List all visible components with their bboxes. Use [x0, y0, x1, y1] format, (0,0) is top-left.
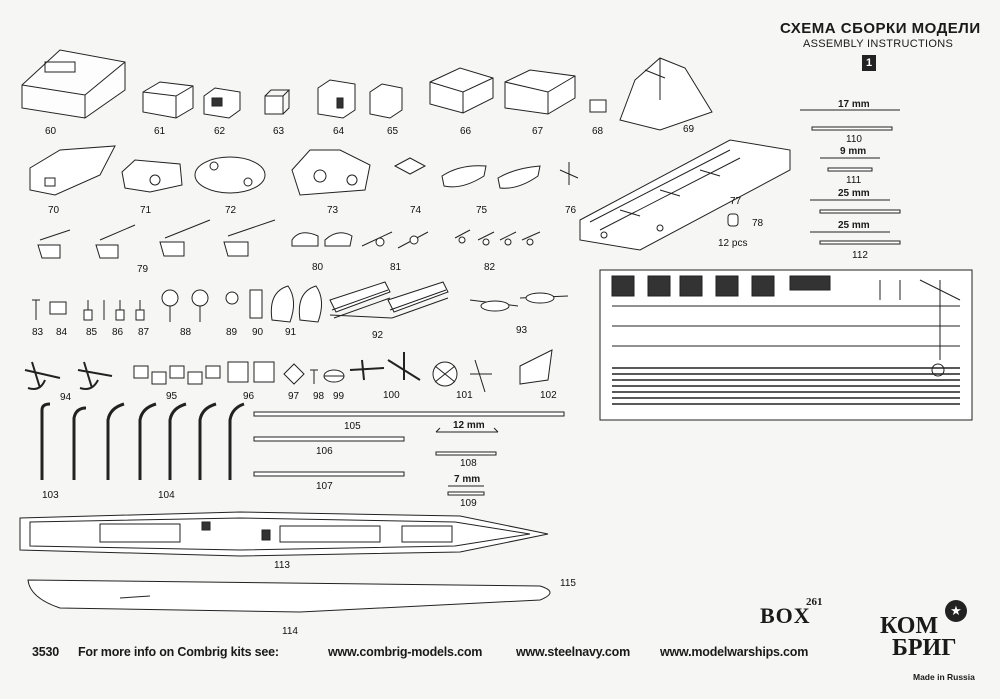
- label-part-104: 104: [158, 490, 175, 501]
- label-part-95: 95: [166, 391, 178, 402]
- parts-83-87-drawing: [32, 300, 144, 320]
- label-part-96: 96: [243, 391, 255, 402]
- label-part-63: 63: [273, 126, 285, 137]
- part-69-drawing: [620, 58, 712, 130]
- label-part-73: 73: [327, 205, 339, 216]
- part-113-hull-deck-drawing: [20, 512, 548, 556]
- box-number: 261: [806, 596, 823, 608]
- part-63-drawing: [265, 90, 289, 114]
- part-78-drawing: [728, 214, 738, 226]
- label-part-114: 114: [282, 626, 298, 637]
- label-part-67: 67: [532, 126, 544, 137]
- label-part-85: 85: [86, 327, 98, 338]
- label-part-110: 110: [846, 134, 862, 145]
- photo-etch-fret-drawing: [600, 270, 972, 420]
- label-part-89: 89: [226, 327, 238, 338]
- label-part-94: 94: [60, 392, 72, 403]
- dimension-9mm: 9 mm: [840, 146, 867, 157]
- label-part-105: 105: [344, 421, 361, 432]
- part-93-drawing: [470, 293, 568, 311]
- part-80-drawing: [292, 233, 352, 246]
- label-part-88: 88: [180, 327, 192, 338]
- label-part-113: 113: [274, 560, 290, 571]
- star-icon: ★: [945, 600, 967, 622]
- part-73-drawing: [292, 150, 370, 195]
- part-94-drawing: [25, 362, 112, 389]
- dimension-25mm-b: 25 mm: [838, 220, 870, 231]
- part-66-drawing: [430, 68, 493, 113]
- part-62-drawing: [204, 88, 240, 118]
- parts-103-104-drawing: [42, 404, 244, 480]
- part-65-drawing: [370, 84, 402, 118]
- label-part-78-quantity: 12 pcs: [718, 238, 748, 249]
- label-part-78: 78: [752, 218, 764, 229]
- title-english: ASSEMBLY INSTRUCTIONS: [803, 38, 954, 50]
- part-68-drawing: [590, 100, 606, 112]
- footer-link-steelnavy[interactable]: www.steelnavy.com: [516, 645, 631, 659]
- label-part-82: 82: [484, 262, 496, 273]
- label-part-86: 86: [112, 327, 124, 338]
- part-96-drawing: [228, 362, 274, 382]
- dimension-12mm: 12 mm: [453, 420, 485, 431]
- made-in-russia: Made in Russia: [913, 672, 975, 682]
- part-74-drawing: [395, 158, 425, 174]
- part-95-drawing: [134, 366, 220, 384]
- label-part-74: 74: [410, 205, 422, 216]
- label-part-99: 99: [333, 391, 345, 402]
- part-60-drawing: [22, 50, 125, 118]
- label-part-70: 70: [48, 205, 60, 216]
- sheet-number: 1: [862, 55, 876, 71]
- label-part-112: 112: [852, 250, 868, 261]
- part-81-drawing: [362, 232, 428, 248]
- label-part-72: 72: [225, 205, 237, 216]
- footer-link-combrig[interactable]: www.combrig-models.com: [328, 645, 483, 659]
- part-79-drawing: [38, 220, 275, 258]
- label-part-87: 87: [138, 327, 150, 338]
- label-part-97: 97: [288, 391, 300, 402]
- parts-97-99-drawing: [284, 364, 344, 384]
- label-part-80: 80: [312, 262, 324, 273]
- label-part-66: 66: [460, 126, 472, 137]
- label-part-98: 98: [313, 391, 325, 402]
- label-part-76: 76: [565, 205, 577, 216]
- label-part-101: 101: [456, 390, 473, 401]
- label-part-106: 106: [316, 446, 333, 457]
- part-76-drawing: [498, 162, 578, 188]
- label-part-111: 111: [846, 175, 862, 186]
- dimension-7mm: 7 mm: [454, 474, 481, 485]
- footer-info-text: For more info on Combrig kits see:: [78, 645, 279, 659]
- label-part-103: 103: [42, 490, 59, 501]
- label-part-81: 81: [390, 262, 402, 273]
- label-part-69: 69: [683, 124, 695, 135]
- label-part-84: 84: [56, 327, 68, 338]
- label-part-115: 115: [560, 578, 576, 589]
- parts-105-107-drawing: [254, 412, 564, 476]
- combrig-logo: [880, 615, 956, 659]
- box-label: BOX: [760, 603, 811, 628]
- part-92-drawing: [330, 282, 448, 318]
- part-82-drawing: [455, 230, 540, 245]
- dimension-25mm-a: 25 mm: [838, 188, 870, 199]
- dimension-17mm: 17 mm: [838, 99, 870, 110]
- label-part-62: 62: [214, 126, 226, 137]
- part-67-drawing: [505, 70, 575, 114]
- part-75-drawing: [442, 166, 486, 187]
- label-part-90: 90: [252, 327, 264, 338]
- part-64-drawing: [318, 80, 355, 118]
- label-part-108: 108: [460, 458, 477, 469]
- label-part-60: 60: [45, 126, 57, 137]
- part-77-drawing: [580, 140, 790, 250]
- part-61-drawing: [143, 82, 193, 118]
- part-72-drawing: [195, 157, 265, 193]
- label-part-75: 75: [476, 205, 488, 216]
- label-part-71: 71: [140, 205, 152, 216]
- label-part-79: 79: [137, 264, 149, 275]
- label-part-91: 91: [285, 327, 297, 338]
- title-russian: СХЕМА СБОРКИ МОДЕЛИ: [780, 20, 981, 37]
- label-part-83: 83: [32, 327, 44, 338]
- part-71-drawing: [122, 160, 182, 192]
- kit-code: 3530: [32, 645, 60, 659]
- label-part-107: 107: [316, 481, 333, 492]
- footer-link-modelwarships[interactable]: www.modelwarships.com: [660, 645, 809, 659]
- label-part-92: 92: [372, 330, 384, 341]
- label-part-61: 61: [154, 126, 166, 137]
- label-part-109: 109: [460, 498, 477, 509]
- parts-100-102-drawing: [350, 350, 552, 392]
- part-70-drawing: [30, 146, 115, 195]
- label-part-102: 102: [540, 390, 557, 401]
- label-part-100: 100: [383, 390, 400, 401]
- logo-line-2: БРИГ: [892, 635, 957, 661]
- label-part-68: 68: [592, 126, 604, 137]
- label-part-64: 64: [333, 126, 345, 137]
- label-part-77: 77: [730, 196, 742, 207]
- label-part-65: 65: [387, 126, 399, 137]
- logo-line-1: КОМ: [880, 613, 939, 639]
- parts-88-91-drawing: [162, 286, 322, 322]
- part-114-hull-drawing: [28, 580, 550, 612]
- label-part-93: 93: [516, 325, 528, 336]
